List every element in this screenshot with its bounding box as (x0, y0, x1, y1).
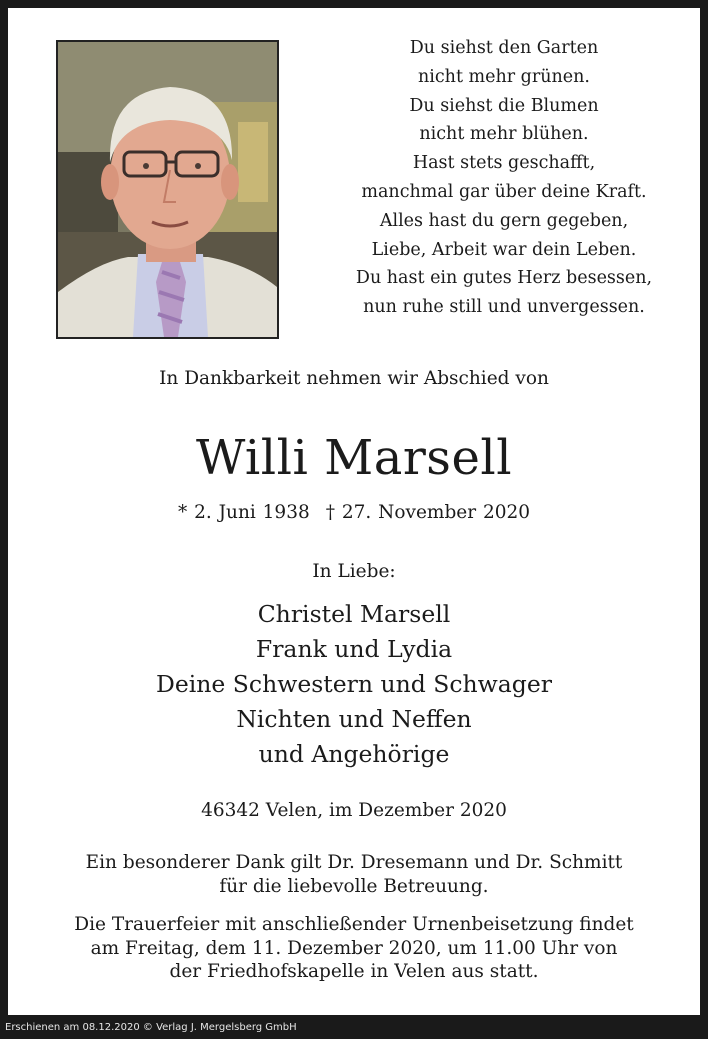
poem-line: Liebe, Arbeit war dein Leben. (371, 239, 637, 260)
mourner-line: Christel Marsell (257, 600, 451, 628)
death-date: † 27. November 2020 (325, 502, 531, 523)
thanks-note (8, 851, 700, 898)
poem-line: nicht mehr grünen. (418, 66, 590, 87)
service-line: Die Trauerfeier mit anschließender Urnenbeisetzung findet (74, 914, 634, 935)
portrait-photo (56, 40, 279, 339)
deceased-name: Willi Marsell (195, 430, 513, 486)
mourner-line: Nichten und Neffen (236, 705, 472, 733)
service-line: am Freitag, dem 11. Dezember 2020, um 11.00 Uhr von (90, 937, 618, 959)
place-date: 46342 Velen, im Dezember 2020 (201, 800, 507, 821)
poem-line: Du siehst die Blumen (409, 95, 599, 116)
portrait-image (58, 42, 277, 337)
mourner-line: Deine Schwestern und Schwager (156, 670, 552, 698)
poem (308, 34, 700, 322)
thanks-line: Ein besonderer Dank gilt Dr. Dresemann und Dr. Schmitt (85, 852, 623, 873)
poem-line: nun ruhe still und unvergessen. (363, 297, 645, 318)
poem-line: Du siehst den Garten (409, 38, 599, 58)
publication-footer: Erschienen am 08.12.2020 © Verlag J. Mergelsberg GmbH (5, 1022, 297, 1033)
poem-line: Hast stets geschafft, (412, 153, 596, 174)
poem-line: Du hast ein gutes Herz besessen, (355, 268, 653, 289)
in-liebe-label: In Liebe: (312, 561, 396, 582)
thanks-line: für die liebevolle Betreuung. (219, 875, 489, 897)
poem-line: manchmal gar über deine Kraft. (361, 181, 647, 202)
service-note (8, 913, 700, 984)
mourner-line: Frank und Lydia (255, 635, 453, 663)
poem-line: Alles hast du gern gegeben, (379, 210, 629, 231)
life-dates (8, 502, 700, 523)
service-line: der Friedhofskapelle in Velen aus statt. (169, 961, 539, 982)
mourners-list (8, 597, 700, 772)
birth-date: * 2. Juni 1938 (177, 502, 310, 523)
mourner-line: und Angehörige (258, 740, 450, 768)
poem-line: nicht mehr blühen. (419, 124, 589, 145)
intro-text: In Dankbarkeit nehmen wir Abschied von (159, 368, 549, 389)
obituary-card (8, 8, 700, 1015)
